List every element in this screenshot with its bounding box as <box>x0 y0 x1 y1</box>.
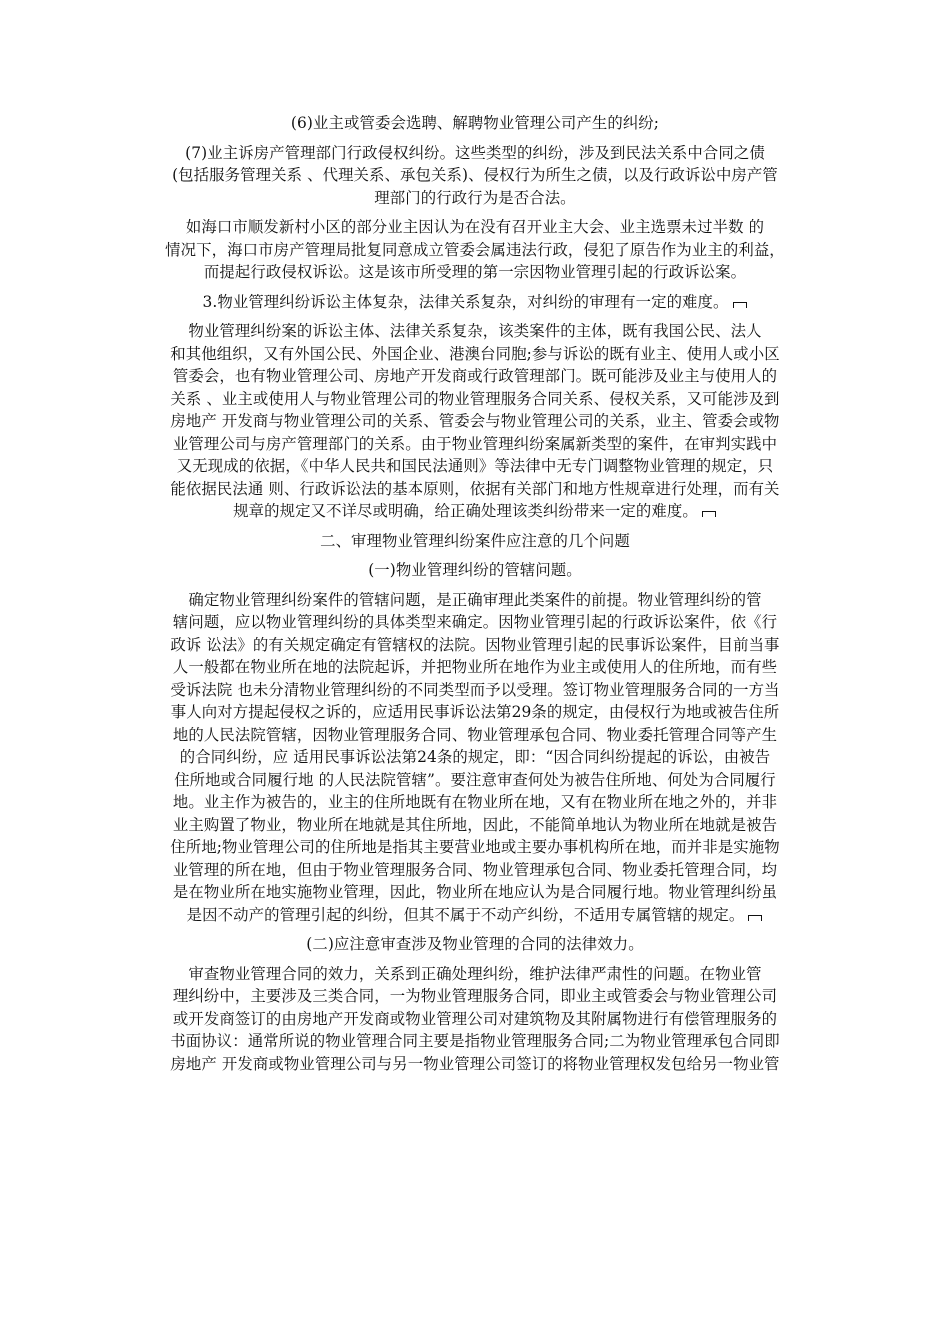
text-line-content: 是因不动产的管理引起的纠纷，但其不属于不动产纠纷，不适用专属管辖的规定。 <box>186 905 745 924</box>
text-line: 能依据民法通 则、行政诉讼法的基本原则，依据有关部门和地方性规章进行处理，而有关 <box>170 479 780 498</box>
text-line <box>136 500 814 523</box>
text-line-content: 3.物业管理纠纷诉讼主体复杂，法律关系复杂，对纠纷的审理有一定的难度。 <box>202 292 729 311</box>
text-line: (二)应注意审查涉及物业管理的合同的法律效力。 <box>306 935 644 953</box>
text-line: 业管理公司与房产管理部门的关系。由于物业管理纠纷案属新类型的案件，在审判实践中 <box>172 434 778 453</box>
text-line: 受诉法院 也未分清物业管理纠纷的不同类型而予以受理。签订物业管理服务合同的一方当 <box>170 680 780 699</box>
text-line: 关系 、业主或使用人与物业管理公司的物业管理服务合同关系、侵权关系，又可能涉及到 <box>170 389 780 408</box>
contract-validity-paragraph <box>136 963 814 1076</box>
text-line: 住所地或合同履行地 的人民法院管辖”。要注意审查何处为被告住所地、何处为合同履行 <box>174 770 776 789</box>
point-3-heading <box>136 291 814 314</box>
paragraph-mark-icon <box>732 298 748 308</box>
text-line <box>136 904 814 927</box>
text-line: 物业管理纠纷案的诉讼主体、法律关系复杂，该类案件的主体，既有我国公民、法人 <box>188 322 762 340</box>
text-line: (6)业主或管委会选聘、解聘物业管理公司产生的纠纷; <box>290 114 660 132</box>
list-item-7 <box>136 142 814 210</box>
text-line-content: 规章的规定又不详尽或明确，给正确处理该类纠纷带来一定的难度。 <box>233 502 698 520</box>
text-line: 而提起行政侵权诉讼。这是该市所受理的第一宗因物业管理引起的行政诉讼案。 <box>203 263 747 281</box>
paragraph-mark-icon <box>747 911 763 921</box>
text-line: 理部门的行政行为是否合法。 <box>374 188 576 207</box>
text-line: 二、审理物业管理纠纷案件应注意的几个问题 <box>320 531 630 550</box>
text-line: (7)业主诉房产管理部门行政侵权纠纷。这些类型的纠纷，涉及到民法关系中合同之债 <box>185 143 765 162</box>
example-paragraph <box>136 216 814 284</box>
text-line: 住所地;物业管理公司的住所地是指其主要营业地或主要办事机构所在地，而并非是实施物 <box>170 838 780 856</box>
subsection-1-heading <box>136 559 814 582</box>
text-line: 房地产 开发商或物业管理公司与另一物业管理公司签订的将物业管理权发包给另一物业管 <box>170 1054 780 1073</box>
text-line: 书面协议：通常所说的物业管理合同主要是指物业管理服务合同;二为物业管理承包合同即 <box>170 1032 780 1050</box>
complexity-paragraph <box>136 320 814 523</box>
text-line: 的合同纠纷，应 适用民事诉讼法第24条的规定，即：“因合同纠纷提起的诉讼，由被告 <box>179 748 771 766</box>
text-line: 和其他组织，又有外国公民、外国企业、港澳台同胞;参与诉讼的既有业主、使用人或小区 <box>170 344 780 363</box>
list-item-6 <box>136 112 814 135</box>
text-line: 房地产 开发商与物业管理公司的关系、管委会与物业管理公司的关系，业主、管委会或物 <box>170 412 780 430</box>
text-line: 理纠纷中，主要涉及三类合同，一为物业管理服务合同，即业主或管委会与物业管理公司 <box>172 987 778 1005</box>
text-line: 事人向对方提起侵权之诉的，应适用民事诉讼法第29条的规定，由侵权行为地或被告住所 <box>170 703 780 721</box>
text-line: 地的人民法院管辖，因物业管理服务合同、物业管理承包合同、物业委托管理合同等产生 <box>172 725 778 744</box>
text-line: 人一般都在物业所在地的法院起诉，并把物业所在地作为业主或使用人的住所地，而有些 <box>172 658 778 676</box>
text-line: 又无现成的依据，《中华人民共和国民法通则》等法律中无专门调整物业管理的规定，只 <box>176 457 774 475</box>
text-line: 辖问题，应以物业管理纠纷的具体类型来确定。因物业管理引起的行政诉讼案件，依《行 <box>172 613 778 631</box>
text-line: 审查物业管理合同的效力，关系到正确处理纠纷，维护法律严肃性的问题。在物业管 <box>188 964 762 983</box>
section-2-heading <box>136 530 814 553</box>
subsection-2-heading <box>136 933 814 956</box>
jurisdiction-paragraph <box>136 589 814 927</box>
text-line: 如海口市顺发新村小区的部分业主因认为在没有召开业主大会、业主选票未过半数 的 <box>185 218 765 236</box>
text-line: 业管理的所在地，但由于物业管理服务合同、物业管理承包合同、物业委托管理合同，均 <box>172 860 778 879</box>
text-line: (包括服务管理关系 、代理关系、承包关系)、侵权行为所生之债，以及行政诉讼中房产管 <box>172 166 778 184</box>
text-line: 地。业主作为被告的，业主的住所地既有在物业所在地，又有在物业所在地之外的，并非 <box>172 793 778 811</box>
paragraph-mark-icon <box>701 507 717 517</box>
document-page <box>136 112 814 1075</box>
text-line: 是在物业所在地实施物业管理，因此，物业所在地应认为是合同履行地。物业管理纠纷虽 <box>172 883 778 901</box>
text-line: 或开发商签订的由房地产开发商或物业管理公司对建筑物及其附属物进行有偿管理服务的 <box>172 1009 778 1028</box>
text-line <box>136 291 814 314</box>
text-line: 业主购置了物业，物业所在地就是其住所地，因此，不能简单地认为物业所在地就是被告 <box>172 815 778 834</box>
text-line: 情况下，海口市房产管理局批复同意成立管委会属违法行政，侵犯了原告作为业主的利益， <box>165 240 785 259</box>
text-line: 管委会，也有物业管理公司、房地产开发商或行政管理部门。既可能涉及业主与使用人的 <box>172 367 778 385</box>
text-line: 政诉 讼法》的有关规定确定有管辖权的法院。因物业管理引起的民事诉讼案件，目前当事 <box>170 635 780 654</box>
text-line: 确定物业管理纠纷案件的管辖问题，是正确审理此类案件的前提。物业管理纠纷的管 <box>188 590 762 609</box>
text-line: (一)物业管理纠纷的管辖问题。 <box>368 561 582 579</box>
